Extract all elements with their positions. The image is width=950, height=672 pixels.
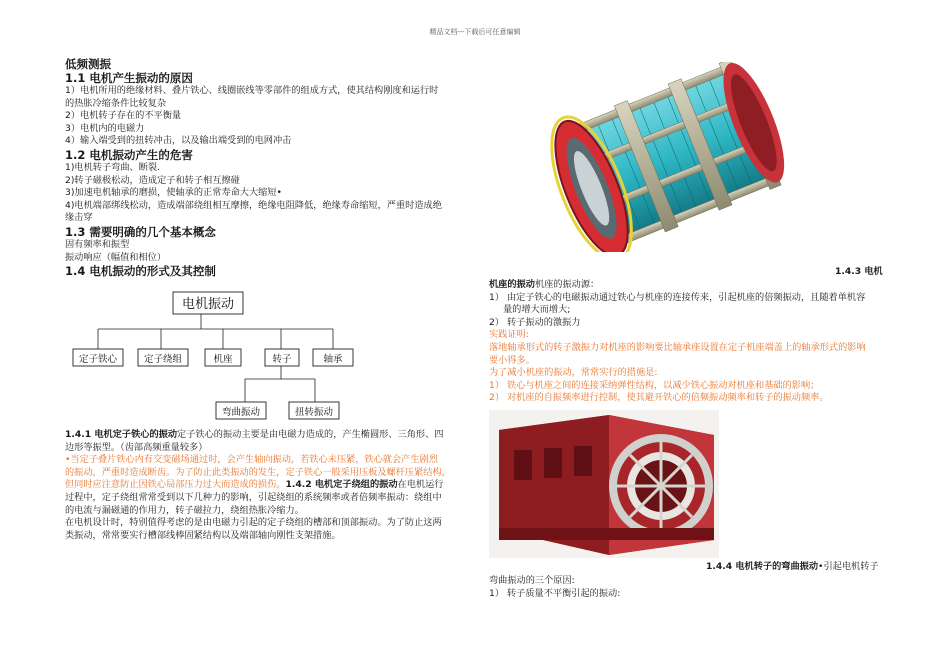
tree-node: 定子铁心 (78, 354, 118, 365)
s141-text: 定子铁心的振动主要是由电磁力造成的，产生椭圆形、三角形、四 (177, 429, 444, 440)
tree-node: 转子 (272, 354, 292, 365)
heading-1-4: 1.4 电机振动的形式及其控制 (65, 264, 216, 279)
stator-illustration (548, 62, 813, 252)
s144-heading-line (706, 561, 879, 574)
tree-node: 扭转振动 (294, 407, 334, 418)
heading-1-3: 1.3 需要明确的几个基本概念 (65, 224, 216, 239)
s11-line: 1）电机所用的绝缘材料、叠片铁心、线圈嵌线等零部件的组成方式，使其结构刚度和运行时 (65, 85, 439, 96)
s144-line: 弯曲振动的三个原因: (489, 575, 575, 586)
s141-mixed-line (65, 479, 465, 492)
s141-orange-line: •当定子叠片铁心内有交变磁场通过时，会产生轴向振动，若铁心未压紧，铁心就会产生剧烈 (65, 454, 438, 466)
s142-text: 在电机运行 (397, 479, 444, 491)
tree-node: 定子绕组 (143, 354, 183, 365)
page-header: 精品文档---下载后可任意编辑 (429, 28, 521, 36)
tree-node: 弯曲振动 (221, 407, 261, 418)
s143-line (489, 279, 889, 292)
s141-orange-line: 的振动，严重时造成断齿。为了防止此类振动的发生，定子铁心一般采用压板及螺杆压紧结构， (65, 466, 451, 478)
s11-line: 4）输入端受到的扭转冲击，以及输出端受到的电网冲击 (65, 135, 292, 147)
s11-line: 2）电机转子存在的不平衡量 (65, 110, 182, 122)
s143-item: 2） 转子振动的激振力 (489, 316, 581, 328)
s141-orange-text: 但同时应注意防止因铁心局部压力过大而造成的损伤。 (65, 479, 286, 491)
s143-orange-line: 1） 铁心与机座之间的连接采纳弹性结构，以减少铁心振动对机座和基础的影响； (489, 379, 820, 391)
s141-line (65, 429, 465, 442)
s142-line: 类振动，常常要实行槽部线棒固紧结构以及端部轴向刚性支架措施。 (65, 529, 341, 541)
s143-orange-line: 落地轴承形式的转子激振力对机座的影响要比轴承座设置在定子机座端盖上的轴承形式的影响 (489, 341, 866, 353)
left-column (65, 57, 465, 278)
doc-title: 低频测振 (65, 57, 111, 71)
s143-orange-line: 实践证明: (489, 329, 529, 341)
tree-root: 电机振动 (181, 297, 235, 312)
s11-line: 3）电机内的电磁力 (65, 122, 145, 134)
s144-line: 1） 转子质量不平衡引起的振动: (489, 587, 621, 599)
heading-1-2: 1.2 电机振动产生的危害 (65, 147, 193, 162)
right-column (489, 279, 889, 405)
s142-bold: 1.4.2 电机定子绕组的振动 (285, 479, 398, 491)
s144-body (489, 575, 889, 600)
s143-orange-line: 2） 对机座的自振频率进行控制，使其避开铁心的倍频振动频率和转子的振动频率。 (489, 392, 829, 404)
s143-text: 机座的振动源： (534, 279, 600, 290)
s11-line: 的热胀冷缩条件比较复杂 (65, 97, 167, 109)
s144-bold: 1.4.4 电机转子的弯曲振动 (706, 561, 819, 572)
tree-node: 机座 (213, 354, 233, 365)
tree-node: 轴承 (323, 354, 343, 365)
s143-item: 量的增大而增大; (503, 304, 571, 316)
s142-line: 过程中，定子绕组常常受到以下几种力的影响，引起绕组的系统频率或者倍频率振动：绕组中 (65, 491, 442, 503)
s142-line: 的电流与漏磁通的作用力，转子磁拉力，绕组热胀冷缩力。 (65, 504, 304, 516)
section-1-4-1 (65, 429, 465, 542)
s13-line: 固有频率和振型 (65, 238, 130, 250)
s12-line: 4)电机端部绑线松动，造成端部绕组相互摩擦，绝缘电阻降低，绝缘寿命缩短，严重时造成绝 (65, 199, 442, 211)
s141-bold: 1.4.1 电机定子铁心的振动 (65, 429, 178, 440)
s12-line: 3)加速电机轴承的磨损，使轴承的正常寿命大大缩短• (65, 187, 282, 199)
s142-line: 在电机设计时，特别值得考虑的是由电磁力引起的定子绕组的槽部和顶部振动。为了防止这两 (65, 517, 442, 529)
heading-1-1: 1.1 电机产生振动的原因 (65, 71, 193, 85)
s12-line: 缘击穿 (65, 212, 93, 224)
s143-item: 1） 由定子铁心的电磁振动通过铁心与机座的连接传来，引起机座的倍频振动，且随着单机容 (489, 291, 866, 303)
s141-line: 边形等振型。（齿部高频重量较多） (65, 441, 208, 453)
s144-text: •引起电机转子 (818, 561, 879, 572)
s12-line: 1)电机转子弯曲、断裂. (65, 161, 161, 173)
s12-line: 2)转子磁极松动，造成定子和转子相互擦碰 (65, 174, 240, 186)
fig-1-4-3-label: 1.4.3 电机 (835, 266, 883, 277)
s143-bold: 机座的振动 (489, 279, 535, 290)
machine-frame-photo (489, 410, 719, 558)
s13-line: 振动响应（幅值和相位） (65, 251, 167, 263)
s143-orange-line: 为了减小机座的振动，常常实行的措施是: (489, 367, 658, 379)
s143-orange-line: 要小得多。 (489, 354, 535, 366)
vibration-tree-diagram (65, 287, 365, 422)
